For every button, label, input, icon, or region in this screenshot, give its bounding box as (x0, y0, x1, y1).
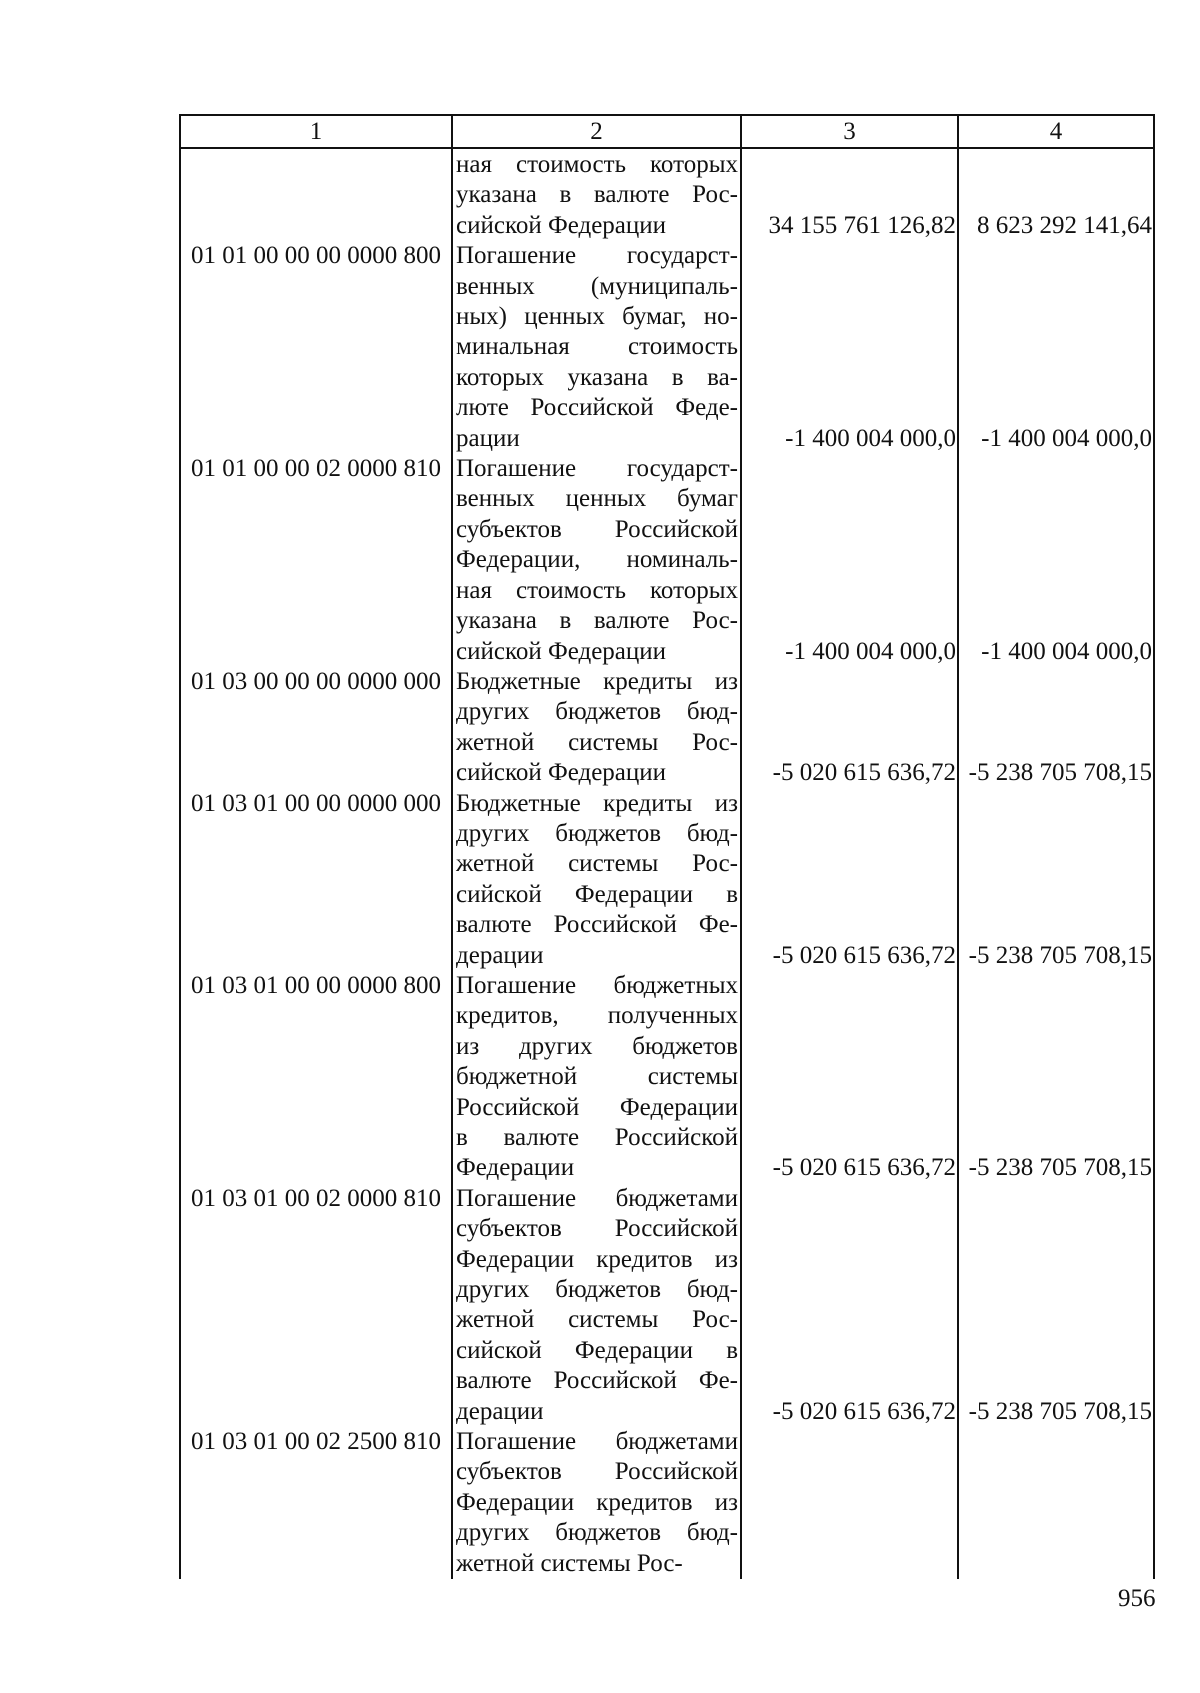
amount-col-4-cell (958, 454, 1154, 667)
amount-col-4: -5 238 705 708,15 (968, 759, 1152, 787)
description-line: люте Российской Феде- (456, 394, 738, 422)
table-row (180, 971, 1154, 1184)
amount-col-4: -5 238 705 708,15 (968, 1154, 1152, 1182)
amount-col-3-cell (741, 454, 958, 667)
description-line: Федерации кредитов из (456, 1245, 738, 1273)
budget-sources-table (179, 114, 1155, 1579)
description-line: венных ценных бумаг (456, 485, 738, 513)
amount-col-4-cell (958, 1427, 1154, 1579)
description-line: Погашение государст- (456, 455, 738, 483)
budget-code-cell: 01 03 01 00 00 0000 000 (180, 789, 452, 971)
budget-code-cell: 01 01 00 00 02 0000 810 (180, 454, 452, 667)
description-line: других бюджетов бюд- (456, 819, 738, 847)
amount-col-3-cell (741, 1427, 958, 1579)
header-row (180, 115, 1154, 148)
description-line: жетной системы Рос- (456, 728, 738, 756)
description-cell (452, 789, 741, 971)
amount-col-3-cell (741, 1184, 958, 1427)
table-row (180, 454, 1154, 667)
description-line: жетной системы Рос- (456, 1306, 738, 1334)
table-row (180, 1427, 1154, 1579)
amount-col-4: -1 400 004 000,0 (981, 637, 1152, 665)
header-col-2: 2 (452, 115, 741, 148)
description-line: минальная стоимость (456, 333, 738, 361)
description-line: субъектов Российской (456, 515, 738, 543)
amount-col-3: -1 400 004 000,0 (785, 424, 956, 452)
amount-col-4: -5 238 705 708,15 (968, 941, 1152, 969)
description-line: в валюте Российской (456, 1124, 738, 1151)
description-line: других бюджетов бюд- (456, 1276, 738, 1304)
description-line: других бюджетов бюд- (456, 698, 738, 726)
table-row (180, 789, 1154, 971)
amount-col-3: 34 155 761 126,82 (768, 211, 956, 239)
table-body (180, 148, 1154, 1579)
table-row (180, 667, 1154, 789)
description-line: дерации (456, 1397, 544, 1425)
amount-col-4-cell (958, 789, 1154, 971)
description-line: кредитов, полученных (456, 1002, 738, 1030)
description-line: жетной системы Рос- (456, 1549, 683, 1577)
header-col-3: 3 (741, 115, 958, 148)
description-line: сийской Федерации (456, 211, 667, 239)
description-cell (452, 667, 741, 789)
description-line: ных) ценных бумаг, но- (456, 303, 738, 331)
description-line: рации (456, 424, 520, 452)
description-line: указана в валюте Рос- (456, 607, 738, 635)
description-line: сийской Федерации (456, 759, 667, 787)
budget-code-cell (180, 148, 452, 241)
amount-col-4: -5 238 705 708,15 (968, 1397, 1152, 1425)
amount-col-3-cell (741, 148, 958, 241)
description-line: сийской Федерации (456, 637, 667, 665)
amount-col-3-cell (741, 667, 958, 789)
description-cell (452, 1427, 741, 1579)
description-line: субъектов Российской (456, 1458, 738, 1486)
description-line: Погашение государст- (456, 242, 738, 270)
amount-col-4-cell (958, 971, 1154, 1184)
description-line: сийской Федерации в (456, 880, 738, 908)
description-line: указана в валюте Рос- (456, 181, 738, 209)
description-line: других бюджетов бюд- (456, 1519, 738, 1547)
page-number: 956 (1118, 1585, 1156, 1612)
amount-col-3-cell (741, 241, 958, 454)
table-row (180, 1184, 1154, 1427)
description-line: дерации (456, 941, 544, 969)
description-line: субъектов Российской (456, 1215, 738, 1243)
amount-col-3: -5 020 615 636,72 (772, 1397, 956, 1425)
amount-col-3: -5 020 615 636,72 (772, 759, 956, 787)
description-line: Бюджетные кредиты из (456, 789, 738, 817)
description-line: Погашение бюджетных (456, 971, 738, 999)
amount-col-3-cell (741, 971, 958, 1184)
description-line: бюджетной системы (456, 1063, 738, 1091)
budget-code-cell: 01 03 01 00 02 0000 810 (180, 1184, 452, 1427)
description-line: Федерации, номиналь- (456, 546, 738, 574)
description-line: венных (муниципаль- (456, 272, 738, 300)
budget-code-cell: 01 03 01 00 02 2500 810 (180, 1427, 452, 1579)
budget-code-cell: 01 03 00 00 00 0000 000 (180, 667, 452, 789)
description-line: Погашение бюджетами (456, 1184, 738, 1212)
description-line: ная стоимость которых (456, 576, 738, 604)
description-line: Погашение бюджетами (456, 1428, 738, 1456)
amount-col-3-cell (741, 789, 958, 971)
amount-col-3: -1 400 004 000,0 (785, 637, 956, 665)
budget-code-cell: 01 03 01 00 00 0000 800 (180, 971, 452, 1184)
description-line: Бюджетные кредиты из (456, 667, 738, 695)
table-row (180, 241, 1154, 454)
description-line: Российской Федерации (456, 1093, 738, 1121)
amount-col-3: -5 020 615 636,72 (772, 1154, 956, 1182)
amount-col-4-cell (958, 667, 1154, 789)
description-line: Федерации кредитов из (456, 1488, 738, 1516)
description-line: валюте Российской Фе- (456, 911, 738, 939)
description-line: которых указана в ва- (456, 363, 738, 391)
description-cell (452, 1184, 741, 1427)
amount-col-4-cell (958, 148, 1154, 241)
description-line: Федерации (456, 1154, 575, 1182)
description-line: из других бюджетов (456, 1032, 738, 1060)
description-cell (452, 148, 741, 241)
amount-col-3: -5 020 615 636,72 (772, 941, 956, 969)
description-line: валюте Российской Фе- (456, 1367, 738, 1395)
description-line: жетной системы Рос- (456, 850, 738, 878)
description-line: ная стоимость которых (456, 151, 738, 178)
budget-code-cell: 01 01 00 00 00 0000 800 (180, 241, 452, 454)
amount-col-4: -1 400 004 000,0 (981, 424, 1152, 452)
amount-col-4-cell (958, 241, 1154, 454)
description-cell (452, 241, 741, 454)
amount-col-4-cell (958, 1184, 1154, 1427)
header-col-4: 4 (958, 115, 1154, 148)
description-cell (452, 454, 741, 667)
header-col-1: 1 (180, 115, 452, 148)
table-row (180, 148, 1154, 241)
description-cell (452, 971, 741, 1184)
amount-col-4: 8 623 292 141,64 (977, 211, 1152, 239)
description-line: сийской Федерации в (456, 1336, 738, 1364)
